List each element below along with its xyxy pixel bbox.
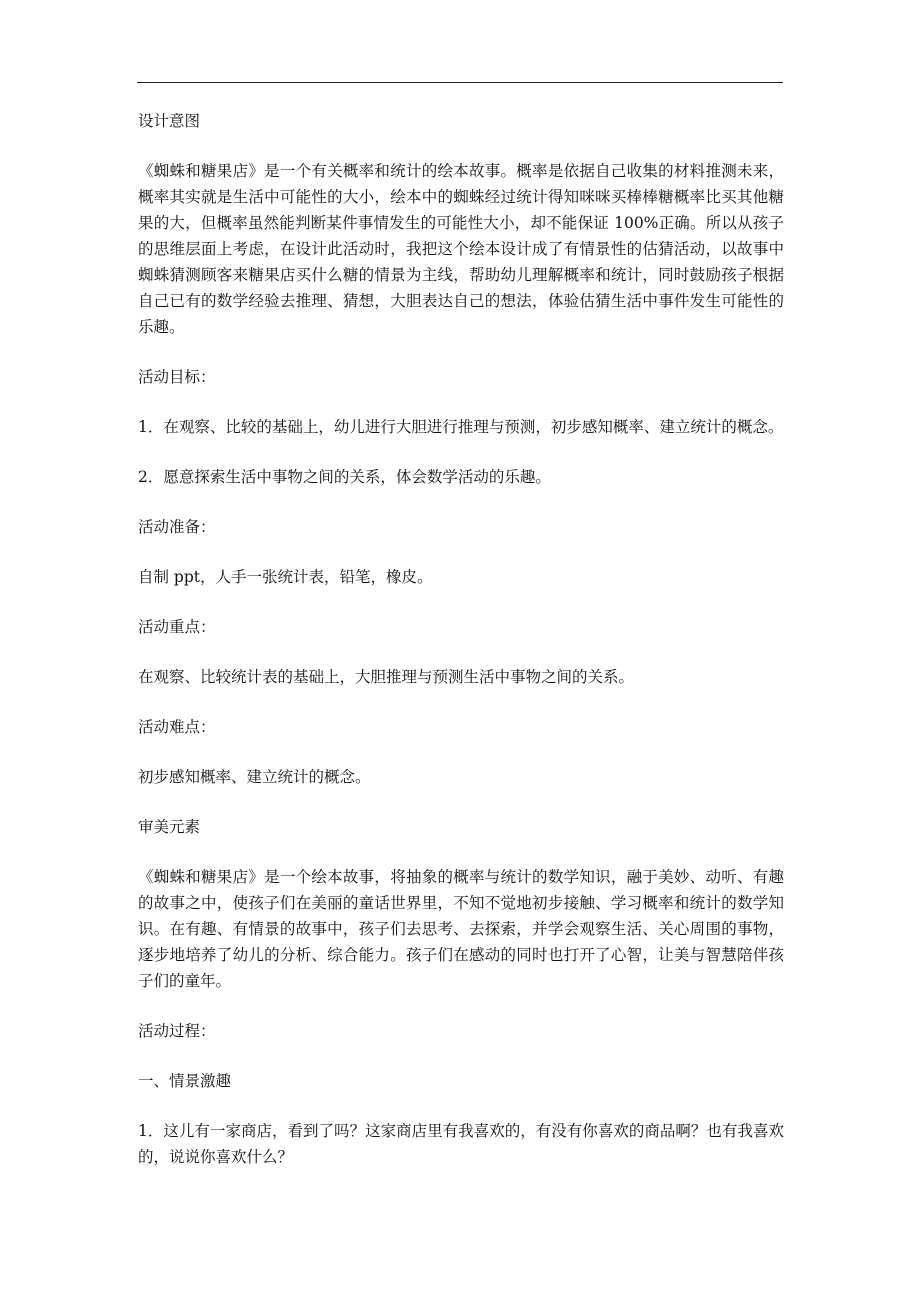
subheading-scene-interest: 一、情景激趣 — [138, 1072, 232, 1090]
heading-aesthetic-elements: 审美元素 — [138, 818, 201, 836]
paragraph-key-point: 在观察、比较统计表的基础上，大胆推理与预测生活中事物之间的关系。 — [138, 668, 635, 686]
heading-activity-process: 活动过程： — [138, 1022, 216, 1040]
goal-item-1: 1．在观察、比较的基础上，幼儿进行大胆进行推理与预测，初步感知概率、建立统计的概念。 — [138, 418, 784, 436]
heading-activity-preparation: 活动准备： — [138, 518, 216, 536]
heading-activity-difficulty: 活动难点： — [138, 718, 216, 736]
paragraph-aesthetic-elements: 《蜘蛛和糖果店》是一个绘本故事，将抽象的概率与统计的数学知识，融于美妙、动听、有趣的故事之中，使孩子们在美丽的童话世界里，不知不觉地初步接触、学习概率和统计的数学知识。在有趣、有情景的故事中，孩子们去思考、去探索，并学会观察生活、关心周围的事物，逐步地培养了幼儿的分析、综合能力。孩子们在感动的同时也打开了心智，让美与智慧陪伴孩子们的童年。 — [138, 868, 784, 990]
document-body — [138, 108, 784, 1194]
goal-item-2: 2．愿意探索生活中事物之间的关系，体会数学活动的乐趣。 — [138, 468, 551, 486]
heading-activity-goals: 活动目标： — [138, 368, 216, 386]
paragraph-difficulty: 初步感知概率、建立统计的概念。 — [138, 768, 371, 786]
paragraph-preparation: 自制 ppt，人手一张统计表，铅笔，橡皮。 — [138, 568, 433, 586]
process-item-1: 1．这儿有一家商店，看到了吗？这家商店里有我喜欢的，有没有你喜欢的商品啊？也有我喜欢的，说说你喜欢什么？ — [138, 1122, 784, 1166]
heading-activity-key-point: 活动重点： — [138, 618, 216, 636]
paragraph-design-intent: 《蜘蛛和糖果店》是一个有关概率和统计的绘本故事。概率是依据自己收集的材料推测未来，概率其实就是生活中可能性的大小，绘本中的蜘蛛经过统计得知咪咪买棒棒糖概率比买其他糖果的大，但概率虽然能判断某件事情发生的可能性大小，却不能保证 100%正确。所以从孩子的思维层面上考虑，在设计此活动时，我把这个绘本设计成了有情景性的估猜活动，以故事中蜘蛛猜测顾客来糖果店买什么糖的情景为主线，帮助幼儿理解概率和统计，同时鼓励孩子根据自己已有的数学经验去推理、猜想，大胆表达自己的想法，体验估猜生活中事件发生可能性的乐趣。 — [138, 162, 784, 336]
heading-design-intent: 设计意图 — [138, 112, 201, 130]
header-rule — [137, 82, 783, 83]
